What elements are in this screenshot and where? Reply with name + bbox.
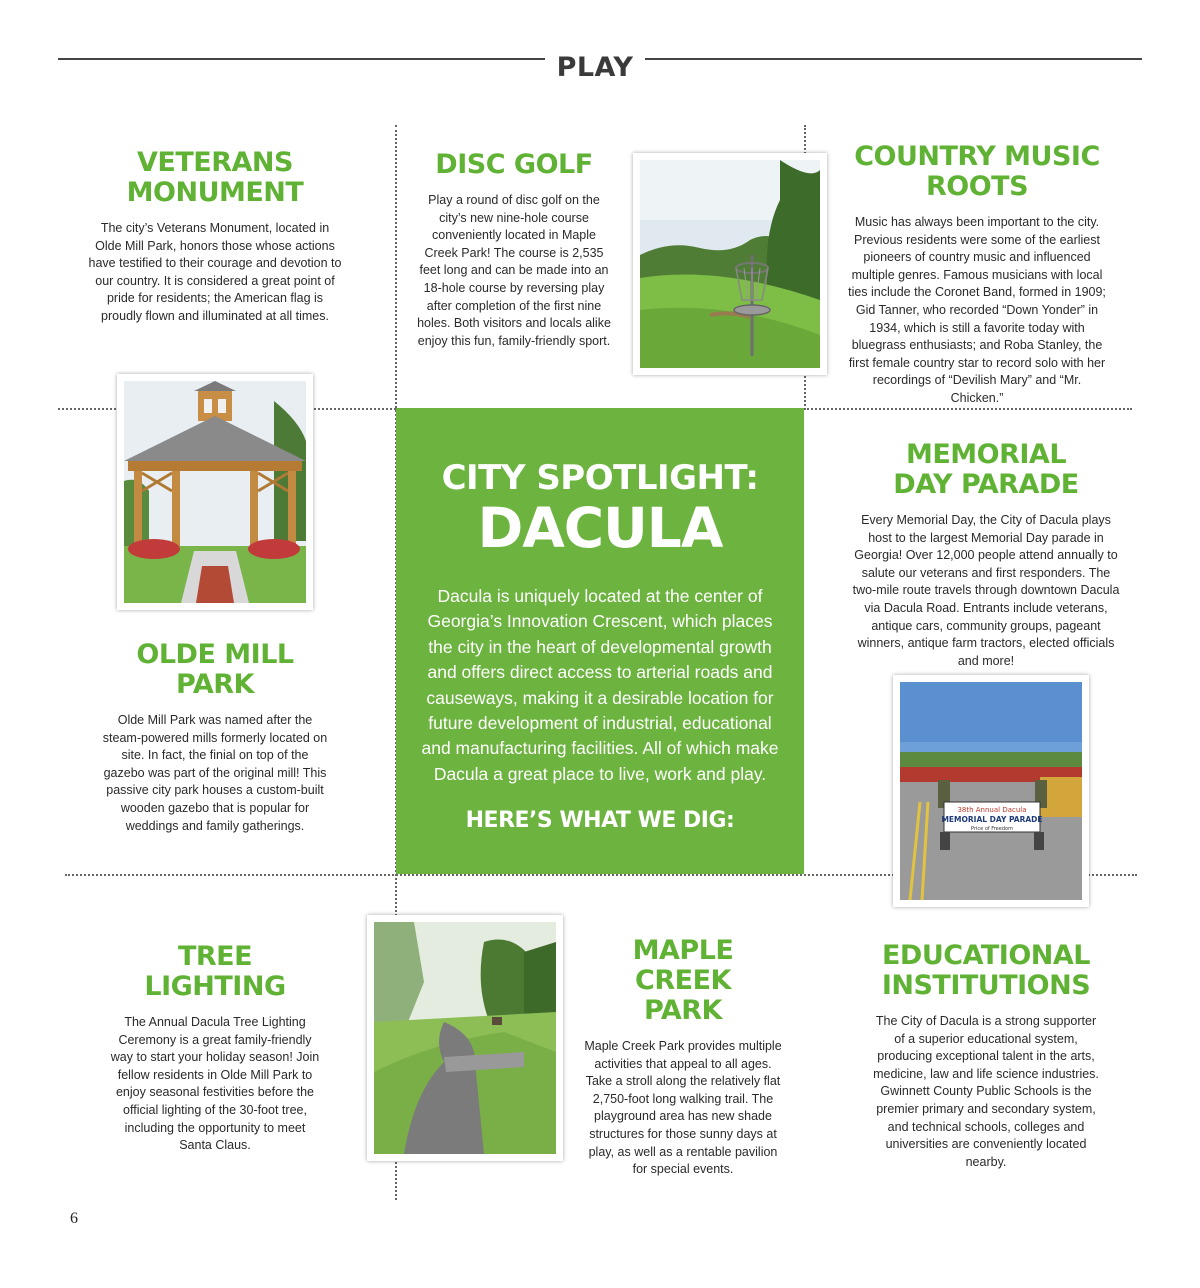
veterans-monument-text: The city’s Veterans Monument, located in Olde Mill Park, honors those whose actions have testified to their courage and devotion to our country. It is considered a great point of pride for residents; the American flag is proudly flown and illuminated at all times. [88,221,342,323]
trail-photo [367,915,563,1161]
memorial-day-parade-text: Every Memorial Day, the City of Dacula plays host to the largest Memorial Day parade in Georgia! Over 12,000 people attend annually to salute our veterans and first responders. The two-mile route travels through downtown Dacula via Dacula Road. Entrants include veterans, antique cars, community groups, pageant winners, antique farm tractors, elected officials and more! [852,513,1120,668]
parade-banner-line3: Price of Freedom [971,826,1013,832]
country-music-text: Music has always been important to the city. Previous residents were some of the earliest pioneers of country music and influenced multiple genres. Famous musicians with local ties include the Coronet Band, formed in 1909; Gid Tanner, who recorded “Down Yonder” in 1934, which is still a favorite today with bluegrass enthusiasts; and Roba Stanley, the first female country star to record solo with her recordings of “Devilish Mary” and “Mr. Chicken.” [848,215,1106,405]
page-section-title: PLAY [556,52,634,83]
memorial-day-parade-section [852,440,1120,670]
spotlight-body: Dacula is uniquely located at the center of Georgia’s Innovation Crescent, which places the city in the heart of developmental growth and offers direct access to arterial roads and causeways, making it a desirable location for future development of industrial, educational and manufacturing facilities. All of which make Dacula a great place to live, work and play. [421,586,779,784]
city-spotlight-panel [396,408,804,874]
parade-banner-line1: 38th Annual Dacula [957,806,1027,814]
disc-golf-photo [633,153,827,375]
grid-divider-horizontal-top-right [804,408,1132,410]
tree-lighting-title: TREE LIGHTING [144,941,286,1002]
olde-mill-park-text: Olde Mill Park was named after the steam-powered mills formerly located on site. In fact, the finial on top of the gazebo was part of the original mill! This passive city park houses a custom-built wooden gazebo that is popular for weddings and family gatherings. [102,713,328,833]
page-number: 6 [70,1210,78,1227]
educational-institutions-section [870,941,1102,1171]
tree-lighting-section [110,942,320,1155]
maple-creek-park-section [584,936,782,1179]
spotlight-title: DACULA [477,496,723,560]
maple-creek-park-title: MAPLE CREEK PARK [632,935,734,1026]
parade-banner-line2: MEMORIAL DAY PARADE [941,815,1043,824]
parade-photo [893,675,1089,907]
veterans-monument-section [88,148,342,326]
spotlight-heres-what-we-dig: HERE’S WHAT WE DIG: [465,808,735,833]
olde-mill-park-section [100,640,330,835]
gazebo-image [124,381,306,603]
memorial-day-parade-title: MEMORIAL DAY PARADE [893,439,1079,500]
country-music-title: COUNTRY MUSIC ROOTS [854,141,1100,202]
olde-mill-park-title: OLDE MILL PARK [136,639,294,700]
disc-golf-section [416,150,612,350]
gazebo-photo [117,374,313,610]
walking-trail-image [374,922,556,1154]
spotlight-kicker: CITY SPOTLIGHT: [441,458,759,498]
tree-lighting-text: The Annual Dacula Tree Lighting Ceremony is a great family-friendly way to start your holiday season! Join fellow residents in Olde Mill Park to enjoy seasonal festivities before the official lighting of the 30-foot tree, including the opportunity to meet Santa Claus. [110,1015,320,1153]
country-music-section [848,142,1106,408]
disc-golf-basket-image [640,160,820,368]
maple-creek-park-text: Maple Creek Park provides multiple activities that appeal to all ages. Take a stroll along the relatively flat 2,750-foot long walking trail. The playground area has new shade structures for those sunny days at play, as well as a rentable pavilion for special events. [584,1039,782,1177]
educational-institutions-text: The City of Dacula is a strong supporter of a superior educational system, producing exceptional talent in the arts, medicine, law and life science industries. Gwinnett County Public Schools is the premier primary and secondary system, and technical schools, colleges and universities are conveniently located nearby. [873,1014,1099,1169]
header-rule-left [58,58,545,60]
veterans-monument-title: VETERANS MONUMENT [126,147,304,208]
disc-golf-text: Play a round of disc golf on the city’s new nine-hole course conveniently located in Maple Creek Park! The course is 2,535 feet long and can be made into an 18-hole course by reversing play after completion of the first nine holes. Both visitors and locals alike enjoy this fun, family-friendly sport. [417,193,611,348]
disc-golf-title: DISC GOLF [435,149,593,180]
header-rule-right [645,58,1142,60]
parade-image [900,682,1082,900]
educational-institutions-title: EDUCATIONAL INSTITUTIONS [881,940,1091,1001]
